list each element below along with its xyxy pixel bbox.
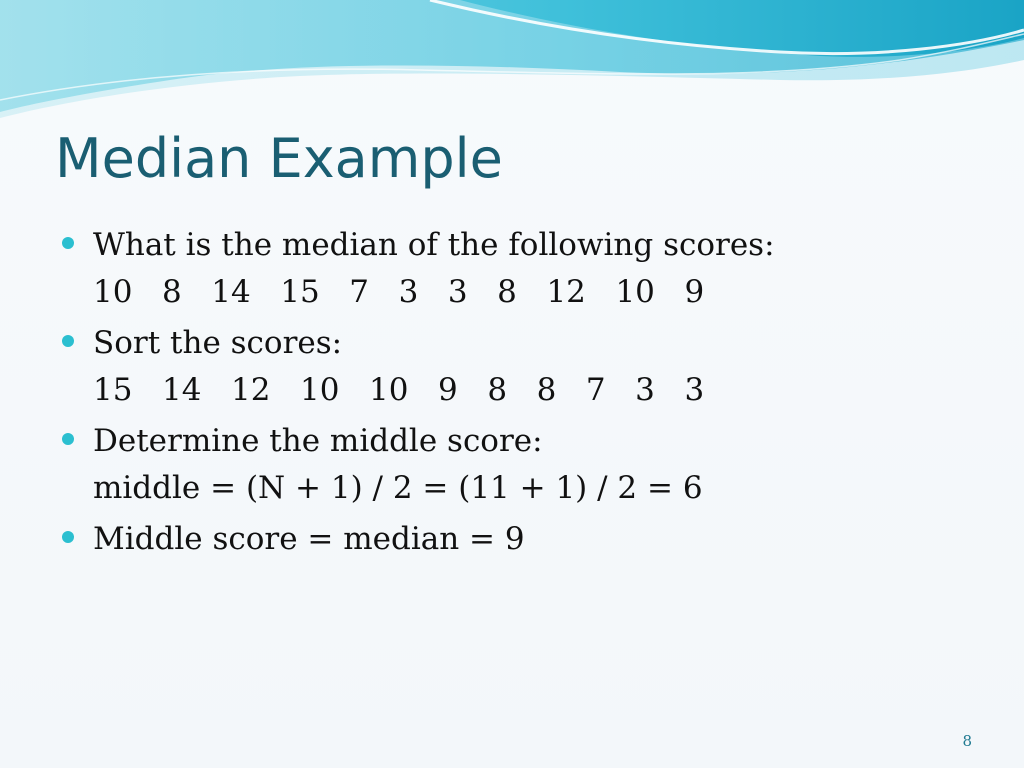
bullet-text: Determine the middle score: (93, 423, 543, 459)
bullet-subtext: middle = (N + 1) / 2 = (11 + 1) / 2 = 6 (93, 470, 703, 506)
bullet-item (60, 320, 980, 414)
bullet-list (60, 222, 980, 567)
bullet-dot-icon (62, 335, 74, 347)
bullet-text: What is the median of the following scores: (93, 227, 775, 263)
bullet-dot-icon (62, 531, 74, 543)
bullet-subtext: 10 8 14 15 7 3 3 8 12 10 9 (93, 274, 705, 310)
slide-title: Median Example (55, 127, 503, 190)
bullet-text: Sort the scores: (93, 325, 343, 361)
bullet-text: Middle score = median = 9 (93, 521, 525, 557)
bullet-dot-icon (62, 433, 74, 445)
page-number: 8 (962, 732, 972, 750)
bullet-item (60, 222, 980, 316)
bullet-subtext: 15 14 12 10 10 9 8 8 7 3 3 (93, 372, 705, 408)
bullet-item (60, 516, 980, 563)
bullet-item (60, 418, 980, 512)
header-wave-decoration (0, 0, 1024, 120)
bullet-dot-icon (62, 237, 74, 249)
